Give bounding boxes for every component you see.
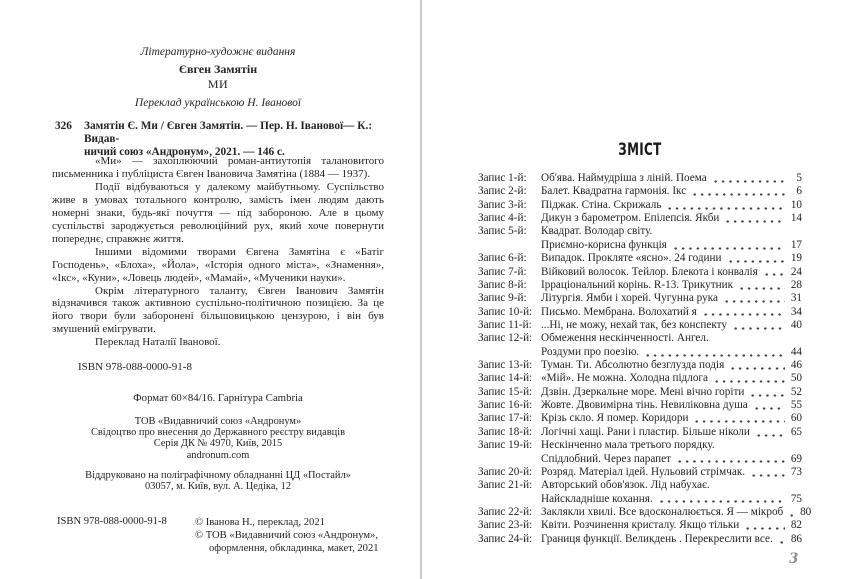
- toc-entry-line: [478, 533, 802, 546]
- toc-entry-line: [478, 439, 802, 452]
- toc-entry-page: 86: [790, 532, 802, 545]
- toc-entry-line: [478, 332, 802, 345]
- printer-line: 03057, м. Київ, вул. А. Цедіка, 12: [144, 481, 292, 493]
- annotation-block: [52, 155, 384, 349]
- copyright-line: оформлення, обкладинка, макет, 2021: [209, 543, 379, 555]
- toc-entry-line: [478, 519, 802, 532]
- toc-entry-title: Обмеження нескінченності. Ангел.: [541, 332, 709, 345]
- toc-entry-page: 60: [790, 412, 802, 425]
- copyright-line: © ТОВ «Видавничий союз «Андронум»,: [195, 530, 378, 542]
- toc-entry-line: [478, 479, 802, 492]
- toc-entry-page: 46: [790, 359, 802, 372]
- toc-entry-label: Запис 16-й:: [478, 399, 533, 412]
- toc-entry-title: Війковий волосок. Тейлор. Блекота і конвалія: [541, 265, 758, 278]
- toc-entry-label: Запис 15-й:: [478, 385, 533, 398]
- dot-leader: [763, 273, 785, 276]
- toc-entry-line: [478, 412, 802, 425]
- table-of-contents: [478, 172, 812, 546]
- toc-entry-line: [478, 185, 802, 198]
- dot-leader: [778, 541, 785, 544]
- dot-leader: [732, 327, 785, 330]
- toc-entry-title: Розряд. Матеріал ідей. Нульовий стрімчак.: [541, 465, 746, 478]
- toc-entry-title: Балет. Квадратна гармонія. Ікс: [541, 185, 687, 198]
- toc-entry-title: Об'ява. Наймудріша з ліній. Поема: [541, 172, 707, 184]
- toc-entry-title: Крізь скло. Я помер. Коридори: [541, 412, 689, 425]
- toc-entry-label: Запис 10-й:: [478, 305, 533, 318]
- toc-entry-page: 34: [790, 305, 802, 318]
- toc-entry-line: [478, 399, 802, 412]
- bibliographic-citation: [55, 120, 385, 159]
- dot-leader: [712, 180, 785, 183]
- dot-leader: [755, 434, 785, 437]
- publisher-line: Серія ДК № 4970, Київ, 2015: [153, 438, 283, 450]
- toc-entry-label: Запис 4-й:: [478, 212, 527, 225]
- dot-leader: [749, 394, 785, 397]
- toc-entry-line: [478, 252, 802, 265]
- toc-entry-label: Запис 2-й:: [478, 185, 527, 198]
- dot-leader: [738, 287, 785, 290]
- toc-entry-title: Квадрат. Володар світу.: [541, 225, 653, 238]
- toc-entry-page: 10: [790, 198, 802, 211]
- toc-entry-line: [478, 372, 802, 385]
- toc-entry-page: 75: [790, 492, 802, 505]
- dot-leader: [691, 193, 785, 196]
- copyright-block: [195, 516, 379, 556]
- toc-entry-label: Запис 8-й:: [478, 278, 527, 291]
- author-name: Євген Замятін: [178, 62, 258, 76]
- toc-entry-label: Запис 11-й:: [478, 318, 532, 331]
- format-line: Формат 60×84/16. Гарнітура Cambria: [133, 392, 303, 404]
- toc-entry-title: ...Ні, не можу, нехай так, без конспекту: [541, 318, 727, 331]
- toc-entry-label: Запис 17-й:: [478, 412, 533, 425]
- annotation-paragraph: Іншими відомими творами Євгена Замятіна є «Батіг Господень», «Блоха», «Йола», «Історія одного міста», «Знамення», «Ікс», «Куни», «Ловець людей», «Мамай», «Мученики науки».: [52, 245, 384, 284]
- dot-leader: [666, 207, 785, 210]
- toc-entry-label: Запис 3-й:: [478, 198, 527, 211]
- toc-entry-line: [478, 386, 802, 399]
- toc-entry-page: 28: [790, 278, 802, 291]
- toc-entry-label: Запис 24-й:: [478, 532, 533, 545]
- isbn-line: ISBN 978-088-0000-91-8: [78, 361, 192, 373]
- book-title: МИ: [207, 77, 229, 91]
- toc-entry-page: 80: [800, 505, 812, 518]
- toc-entry-page: 52: [790, 385, 802, 398]
- toc-entry-title: Піджак. Стіна. Скрижаль: [541, 198, 662, 211]
- toc-entry-label: Запис 20-й:: [478, 465, 533, 478]
- publisher-line: andronum.com: [186, 449, 250, 461]
- toc-entry-page: 69: [790, 452, 802, 465]
- toc-entry-page: 6: [796, 185, 802, 198]
- annotation-paragraph: Окрім літературного таланту, Євген Іванович Замятін відзначився також активною суспільно-політичною позицією. За це його твори були заборонені більшовицькою цензурою, і він був змушений емігрувати.: [52, 284, 384, 336]
- toc-entry-title: «Мій». Не можна. Холодна підлога: [541, 372, 708, 385]
- toc-entry-title: Випадок. Прокляте «ясно». 24 години: [541, 252, 722, 265]
- toc-entry-page: 14: [790, 212, 802, 225]
- toc-entry-title: Письмо. Мембрана. Волохатий я: [541, 305, 697, 318]
- dot-leader: [723, 300, 785, 303]
- toc-entry-title: Найскладніше кохання.: [541, 492, 653, 505]
- toc-entry-title: Дикун з барометром. Епілепсія. Якби: [541, 212, 720, 225]
- toc-entry-title: Літургія. Ямби і хорей. Чугунна рука: [541, 292, 718, 305]
- copyright-line: © Іванова Н., переклад, 2021: [195, 517, 325, 528]
- dot-leader: [753, 407, 785, 410]
- toc-entry-label: Запис 5-й:: [478, 225, 527, 238]
- toc-entry-page: 55: [790, 399, 802, 412]
- toc-entry-label: Запис 1-й:: [478, 172, 527, 184]
- page-divider: [420, 0, 422, 579]
- publisher-block: [52, 416, 384, 461]
- dot-leader: [644, 354, 785, 357]
- catalog-number: 326: [55, 120, 72, 132]
- toc-entry-label: Запис 12-й:: [478, 332, 533, 345]
- toc-entry-title: Приємно-корисна функція: [541, 238, 667, 251]
- toc-entry-label: Запис 18-й:: [478, 425, 533, 438]
- dot-leader: [693, 420, 785, 423]
- toc-entry-page: 50: [790, 372, 802, 385]
- publisher-line: Свідоцтво про внесення до Державного реєстру видавців: [90, 427, 346, 439]
- toc-entry-label: Запис 9-й:: [478, 292, 527, 305]
- printer-line: Віддруковано на поліграфічному обладнанні ЦД «Постайл»: [85, 470, 351, 481]
- toc-entry-line: [478, 319, 802, 332]
- toc-entry-label: Запис 6-й:: [478, 252, 527, 265]
- printer-block: [52, 470, 384, 492]
- dot-leader: [676, 460, 785, 463]
- toc-entry-line: [478, 212, 802, 225]
- toc-entry-page: 73: [790, 465, 802, 478]
- edition-note: Літературно-художнє видання: [140, 46, 296, 58]
- toc-entry-line: [478, 172, 802, 185]
- toc-entry-label: Запис 21-й:: [478, 479, 533, 492]
- toc-entry-line: [478, 199, 802, 212]
- toc-entry-line: [478, 359, 802, 372]
- toc-entry-title: Нескінченно мала третього порядку.: [541, 439, 715, 452]
- contents-page: [423, 0, 844, 579]
- toc-entry-line: [478, 239, 802, 252]
- toc-entry-title: Роздуми про поезію.: [541, 345, 640, 358]
- citation-line: ничий союз «Андронум», 2021. — 146 с.: [84, 146, 285, 158]
- toc-entry-label: Запис 14-й:: [478, 372, 533, 385]
- toc-entry-title: Границя функції. Великдень . Перекреслити все.: [541, 532, 773, 545]
- citation-text: [84, 120, 385, 159]
- toc-entry-line: [478, 279, 802, 292]
- citation-line: Замятін Є. Ми / Євген Замятін. — Пер. Н. Іванової— К.: Видав-: [84, 120, 373, 145]
- toc-entry-line: [478, 505, 812, 519]
- dot-leader: [750, 474, 785, 477]
- toc-entry-page: 24: [790, 265, 802, 278]
- toc-entry-title: Спідлобний. Через парапет: [541, 452, 672, 465]
- toc-entry-line: [478, 453, 802, 466]
- dot-leader: [729, 367, 785, 370]
- annotation-paragraph: Події відбуваються у далекому майбутньому. Суспільство живе в умовах тотального контролю, замість імен людям дають номерні знаки, будь-які почуття — під забороною. Але в цьому суспільстві зароджується революційний рух, який хоче повернути попереднє, справжнє життя.: [52, 180, 384, 245]
- toc-entry-line: [478, 306, 802, 319]
- dot-leader: [658, 500, 785, 503]
- toc-entry-page: 82: [790, 519, 802, 532]
- toc-entry-title: Авторський обов'язок. Лід набухає.: [541, 479, 710, 492]
- imprint-page: [0, 0, 420, 579]
- toc-entry-page: 19: [790, 252, 802, 265]
- toc-entry-label: Запис 7-й:: [478, 265, 527, 278]
- contents-heading: ЗМІСТ: [618, 140, 662, 160]
- toc-entry-title: Туман. Ти. Абсолютно безглузда подія: [541, 359, 725, 372]
- toc-entry-title: Логічні хащі. Рани і пластир. Більше ніколи: [541, 425, 750, 438]
- toc-entry-page: 17: [790, 238, 802, 251]
- dot-leader: [672, 247, 785, 250]
- toc-entry-title: Дзвін. Дзеркальне море. Мені вічно горіти: [541, 385, 745, 398]
- toc-entry-line: [478, 426, 802, 439]
- toc-entry-page: 40: [790, 318, 802, 331]
- toc-entry-title: Заклякли хвилі. Все вдосконалюється. Я — мікроб: [541, 505, 784, 518]
- toc-entry-label: Запис 23-й:: [478, 519, 533, 532]
- toc-entry-label: Запис 22-й:: [478, 505, 533, 518]
- translation-note: Переклад українською Н. Іванової: [134, 97, 302, 109]
- toc-entry-label: Запис 19-й:: [478, 439, 533, 452]
- toc-entry-line: [478, 466, 802, 479]
- toc-entry-label: Запис 13-й:: [478, 359, 533, 372]
- toc-entry-title: Квіти. Розчинення кристалу. Якщо тільки: [541, 519, 740, 532]
- dot-leader: [744, 527, 785, 530]
- toc-entry-title: Ірраціональний корінь. R-13. Трикутник: [541, 278, 734, 291]
- toc-entry-page: 44: [790, 345, 802, 358]
- page-number: 3: [789, 551, 799, 567]
- dot-leader: [702, 313, 785, 316]
- toc-entry-page: 5: [796, 172, 802, 184]
- toc-entry-line: [478, 292, 802, 305]
- dot-leader: [724, 220, 785, 223]
- toc-entry-page: 31: [790, 292, 802, 305]
- toc-entry-line: [478, 266, 802, 279]
- annotation-paragraph: Переклад Наталії Іванової.: [95, 336, 221, 349]
- toc-entry-page: 65: [790, 425, 802, 438]
- dot-leader: [727, 260, 786, 263]
- dot-leader: [788, 514, 794, 517]
- toc-entry-line: [478, 493, 802, 506]
- annotation-paragraph: «Ми» — захоплюючий роман-антиутопія талановитого письменника і публіциста Євген Івановича Замятіна (1884 — 1937).: [52, 155, 384, 180]
- toc-entry-line: [478, 346, 802, 359]
- isbn-bottom: ISBN 978-088-0000-91-8: [57, 516, 167, 527]
- publisher-line: ТОВ «Видавничий союз «Андронум»: [134, 416, 302, 427]
- toc-entry-title: Жовте. Двовимірна тінь. Невиліковна душа: [541, 399, 748, 412]
- toc-entry-line: [478, 225, 802, 238]
- dot-leader: [713, 380, 785, 383]
